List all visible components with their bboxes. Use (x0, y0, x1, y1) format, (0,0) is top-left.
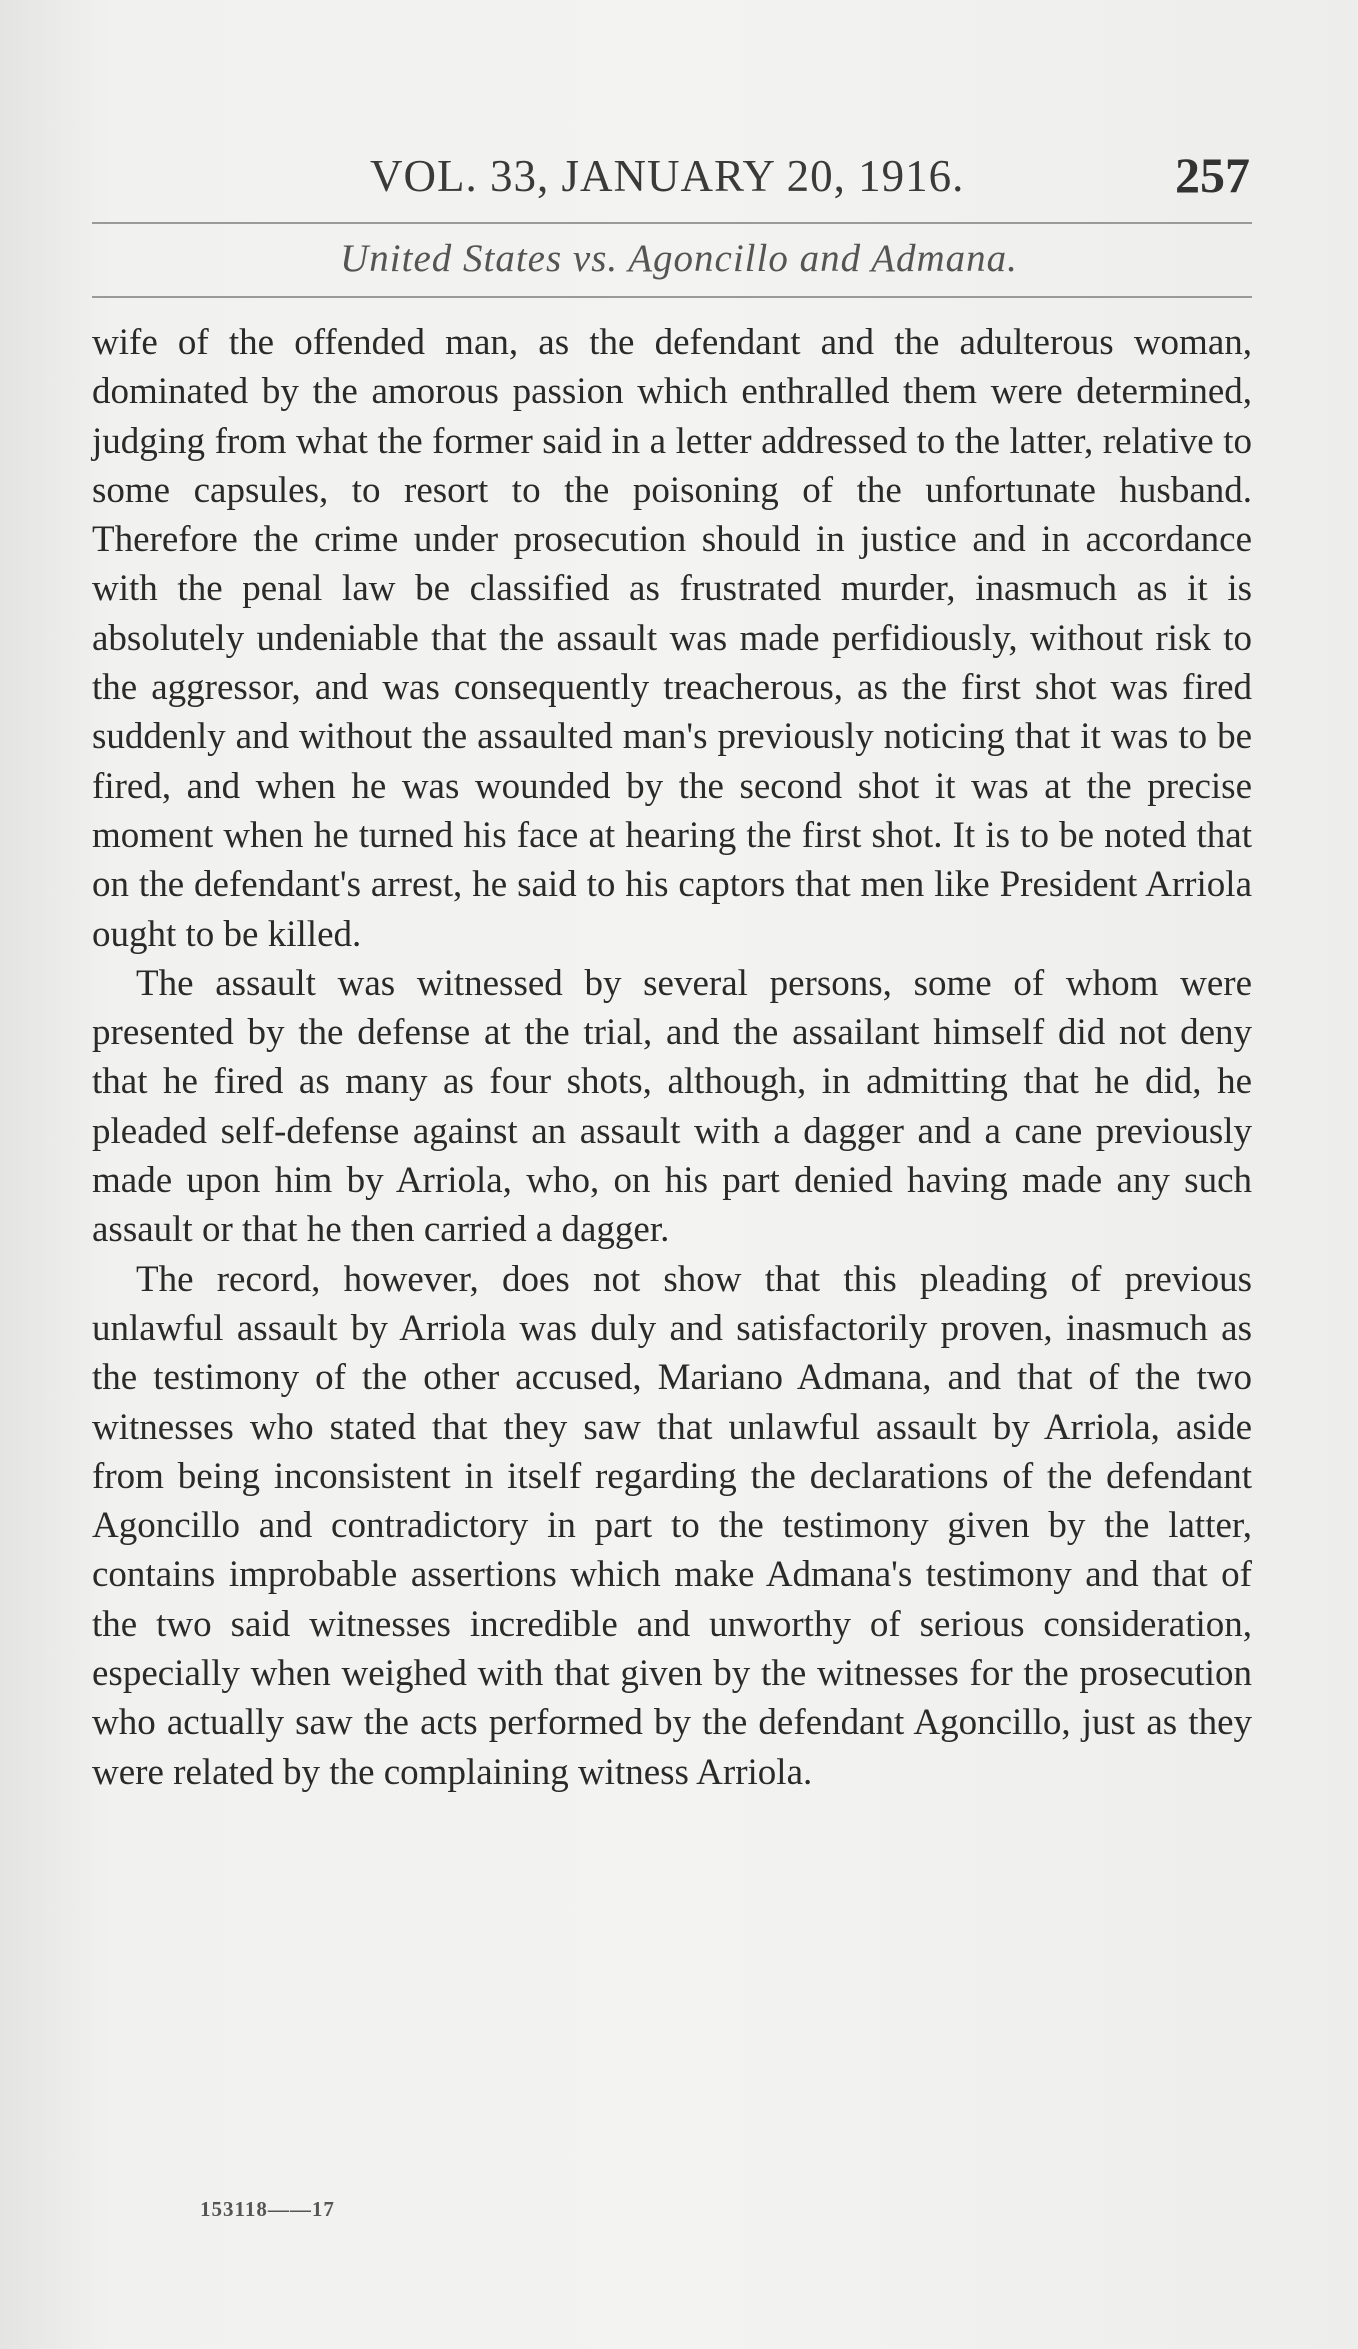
header-rule-top (92, 222, 1252, 224)
page-header (0, 147, 1358, 210)
case-running-head: United States vs. Agoncillo and Admana. (340, 237, 1018, 280)
page-number: 257 (1175, 147, 1250, 203)
paragraph: The assault was witnessed by several persons, some of whom were presented by the defense at the trial, and the assailant himself did not deny that he fired as many as four shots, although, in admitting that he did, he pleaded self-defense against an assault with a dagger and a cane previously made upon him by Arriola, who, on his part denied having made any such assault or that he then carried a dagger. (92, 962, 1252, 1251)
volume-date-heading: VOL. 33, JANUARY 20, 1916. (370, 151, 965, 201)
header-rule-bottom (92, 296, 1252, 298)
paragraph-continuation: wife of the offended man, as the defendant and the adulterous woman, dominated by the amorous passion which enthralled them were determined, judging from what the former said in a letter addressed to the latter, relative to some capsules, to resort to the poisoning of the unfortunate husband. Therefore the crime under prosecution should in justice and in accordance with the penal law be classified as frustrated murder, inasmuch as it is absolutely undeniable that the assault was made perfidiously, without risk to the aggressor, and was consequently treacherous, as the first shot was fired suddenly and without the assaulted man's previously noticing that it was to be fired, and when he was wounded by the second shot it was at the precise moment when he turned his face at hearing the first shot. It is to be noted that on the defendant's arrest, he said to his captors that men like President Arriola ought to be killed. (92, 322, 1252, 955)
printer-signature-mark: 153118——17 (200, 2197, 335, 2221)
paragraph: The record, however, does not show that this pleading of previous unlawful assault by Arriola was duly and satisfactorily proven, inasmuch as the testimony of the other accused, Mariano Admana, and that of the two witnesses who stated that they saw that unlawful assault by Arriola, aside from being inconsistent in itself regarding the declarations of the defendant Agoncillo and contradictory in part to the testimony given by the latter, contains improbable assertions which make Admana's testimony and that of the two said witnesses incredible and unworthy of serious consideration, especially when weighed with that given by the witnesses for the prosecution who actually saw the acts performed by the defendant Agoncillo, just as they were related by the complaining witness Arriola. (92, 1258, 1252, 1793)
body-text (92, 318, 1252, 1797)
